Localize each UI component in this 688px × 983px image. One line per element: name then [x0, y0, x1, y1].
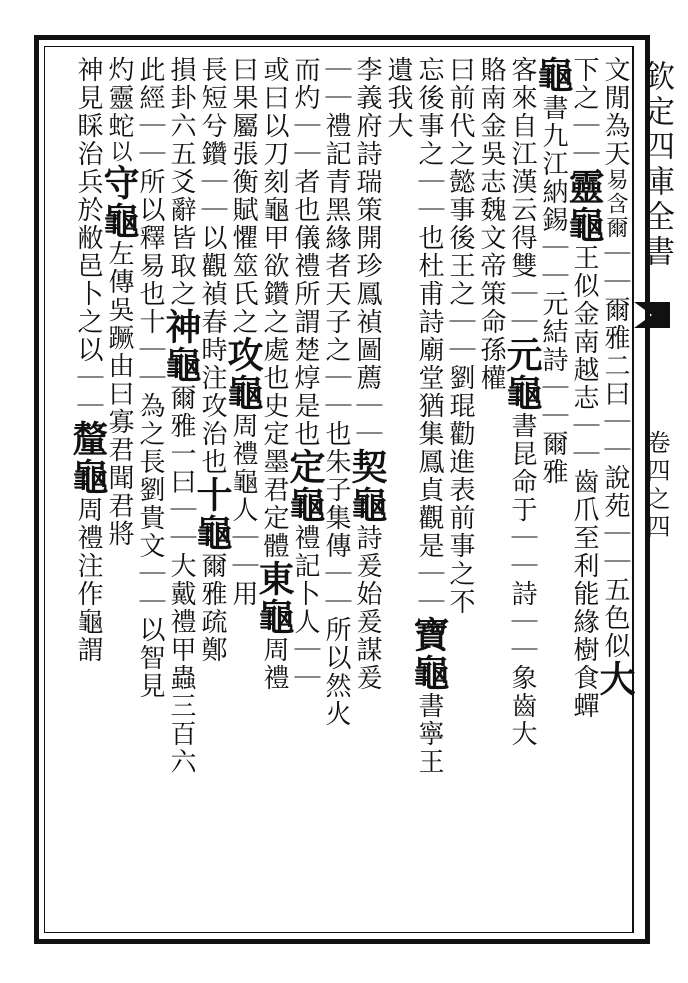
body-text: 爾雅一曰｜｜大戴禮甲蟲三百六 [166, 384, 196, 776]
text-column [445, 56, 475, 916]
entry-heading: 寶龜 [408, 616, 450, 692]
entry-heading: 定龜 [284, 448, 326, 524]
text-column [501, 56, 543, 916]
margin-title: 欽定四庫全書 [638, 60, 674, 270]
body-text: 治兵於敝邑卜之以｜｜ [73, 140, 103, 420]
body-text: 忘後事之｜｜也杜甫詩廟堂猶集鳳貞觀是｜｜ [414, 56, 444, 616]
entry-heading: 龜 [532, 56, 574, 94]
text-column [191, 56, 233, 916]
body-text: 此經｜｜所以釋易也 [135, 56, 165, 308]
text-column [346, 56, 388, 916]
entry-heading: 守龜 [98, 164, 140, 240]
body-text: 十｜｜為之長劉貴文｜｜以智見 [135, 308, 165, 700]
text-column [476, 56, 506, 916]
text-column [408, 56, 450, 916]
body-text: 曰前代之懿事後王之｜｜劉琨勸進表前事之不 [445, 56, 475, 616]
entry-heading: 靈龜 [563, 168, 605, 244]
text-column [563, 56, 605, 916]
body-text: 王似金南越志｜｜齒爪至利能緣樹食蟬 [569, 244, 599, 720]
fish-tail-mark [632, 300, 672, 330]
body-text: 或曰以刀刻龜甲欲鑽之處也 [259, 56, 289, 392]
body-text: 詩爰始爰謀爰 [352, 524, 382, 692]
annotation-text: 以 [107, 140, 132, 164]
body-text: 神見睬 [73, 56, 103, 140]
entry-heading: 大 [594, 660, 636, 698]
annotation-text: 易含爾 [603, 168, 628, 240]
body-text: 客來自江漢云得雙｜｜ [507, 56, 537, 336]
body-text: ｜｜爾雅二曰｜｜說苑｜｜五色似 [600, 240, 630, 660]
body-text: 下之｜｜ [569, 56, 599, 168]
text-column [532, 56, 574, 916]
body-text: 而灼｜｜者也儀禮所謂楚焞是也 [290, 56, 320, 448]
body-text: 史定墨君定體 [259, 392, 289, 560]
body-text: 左傳吳蹶由曰寡君聞君將 [104, 240, 134, 548]
text-column [160, 56, 202, 916]
entry-heading: 東龜 [253, 560, 295, 636]
body-text: 書九江納錫｜｜元結詩｜｜爾雅 [538, 94, 568, 486]
entry-heading: 元龜 [501, 336, 543, 412]
body-text: 李義府詩瑞策開珍鳳禎圖薦｜｜ [352, 56, 382, 448]
body-text: 損卦六五爻辭皆取之 [166, 56, 196, 308]
body-text: ｜｜禮記青黑緣者天子之｜｜也 [321, 56, 351, 448]
body-text: 周禮注作龜謂 [73, 496, 103, 664]
body-text: 禮記卜人｜｜ [290, 524, 320, 692]
body-text: 賂南金吳志魏文帝策命孫權 [476, 56, 506, 392]
body-text: 文閒為天 [600, 56, 630, 168]
body-text: 周禮龜人｜｜用 [228, 412, 258, 608]
body-text: 灼靈蛇 [104, 56, 134, 140]
body-text: 春時注攻治也 [197, 308, 227, 476]
entry-heading: 攻龜 [222, 336, 264, 412]
entry-heading: 十龜 [191, 476, 233, 552]
body-text: 書昆命于｜｜詩｜｜象齒大 [507, 412, 537, 748]
body-text: 遺我大 [383, 56, 413, 140]
body-text: 書寧王 [414, 692, 444, 776]
margin-divider [632, 47, 634, 932]
text-column [253, 56, 295, 916]
entry-heading: 釐龜 [67, 420, 109, 496]
body-text: 曰果屬張衡賦懼筮氏之 [228, 56, 258, 336]
body-text: 爾雅疏鄭 [197, 552, 227, 664]
body-text: 朱子集傳｜｜所以然火 [321, 448, 351, 728]
margin-juan-label: 卷四之四 [642, 430, 670, 542]
entry-heading: 神龜 [160, 308, 202, 384]
entry-heading: 契龜 [346, 448, 388, 524]
text-column [67, 56, 109, 916]
text-column [284, 56, 326, 916]
body-text: 周禮 [259, 636, 289, 692]
body-text: 長短兮鑽｜｜以觀禎 [197, 56, 227, 308]
